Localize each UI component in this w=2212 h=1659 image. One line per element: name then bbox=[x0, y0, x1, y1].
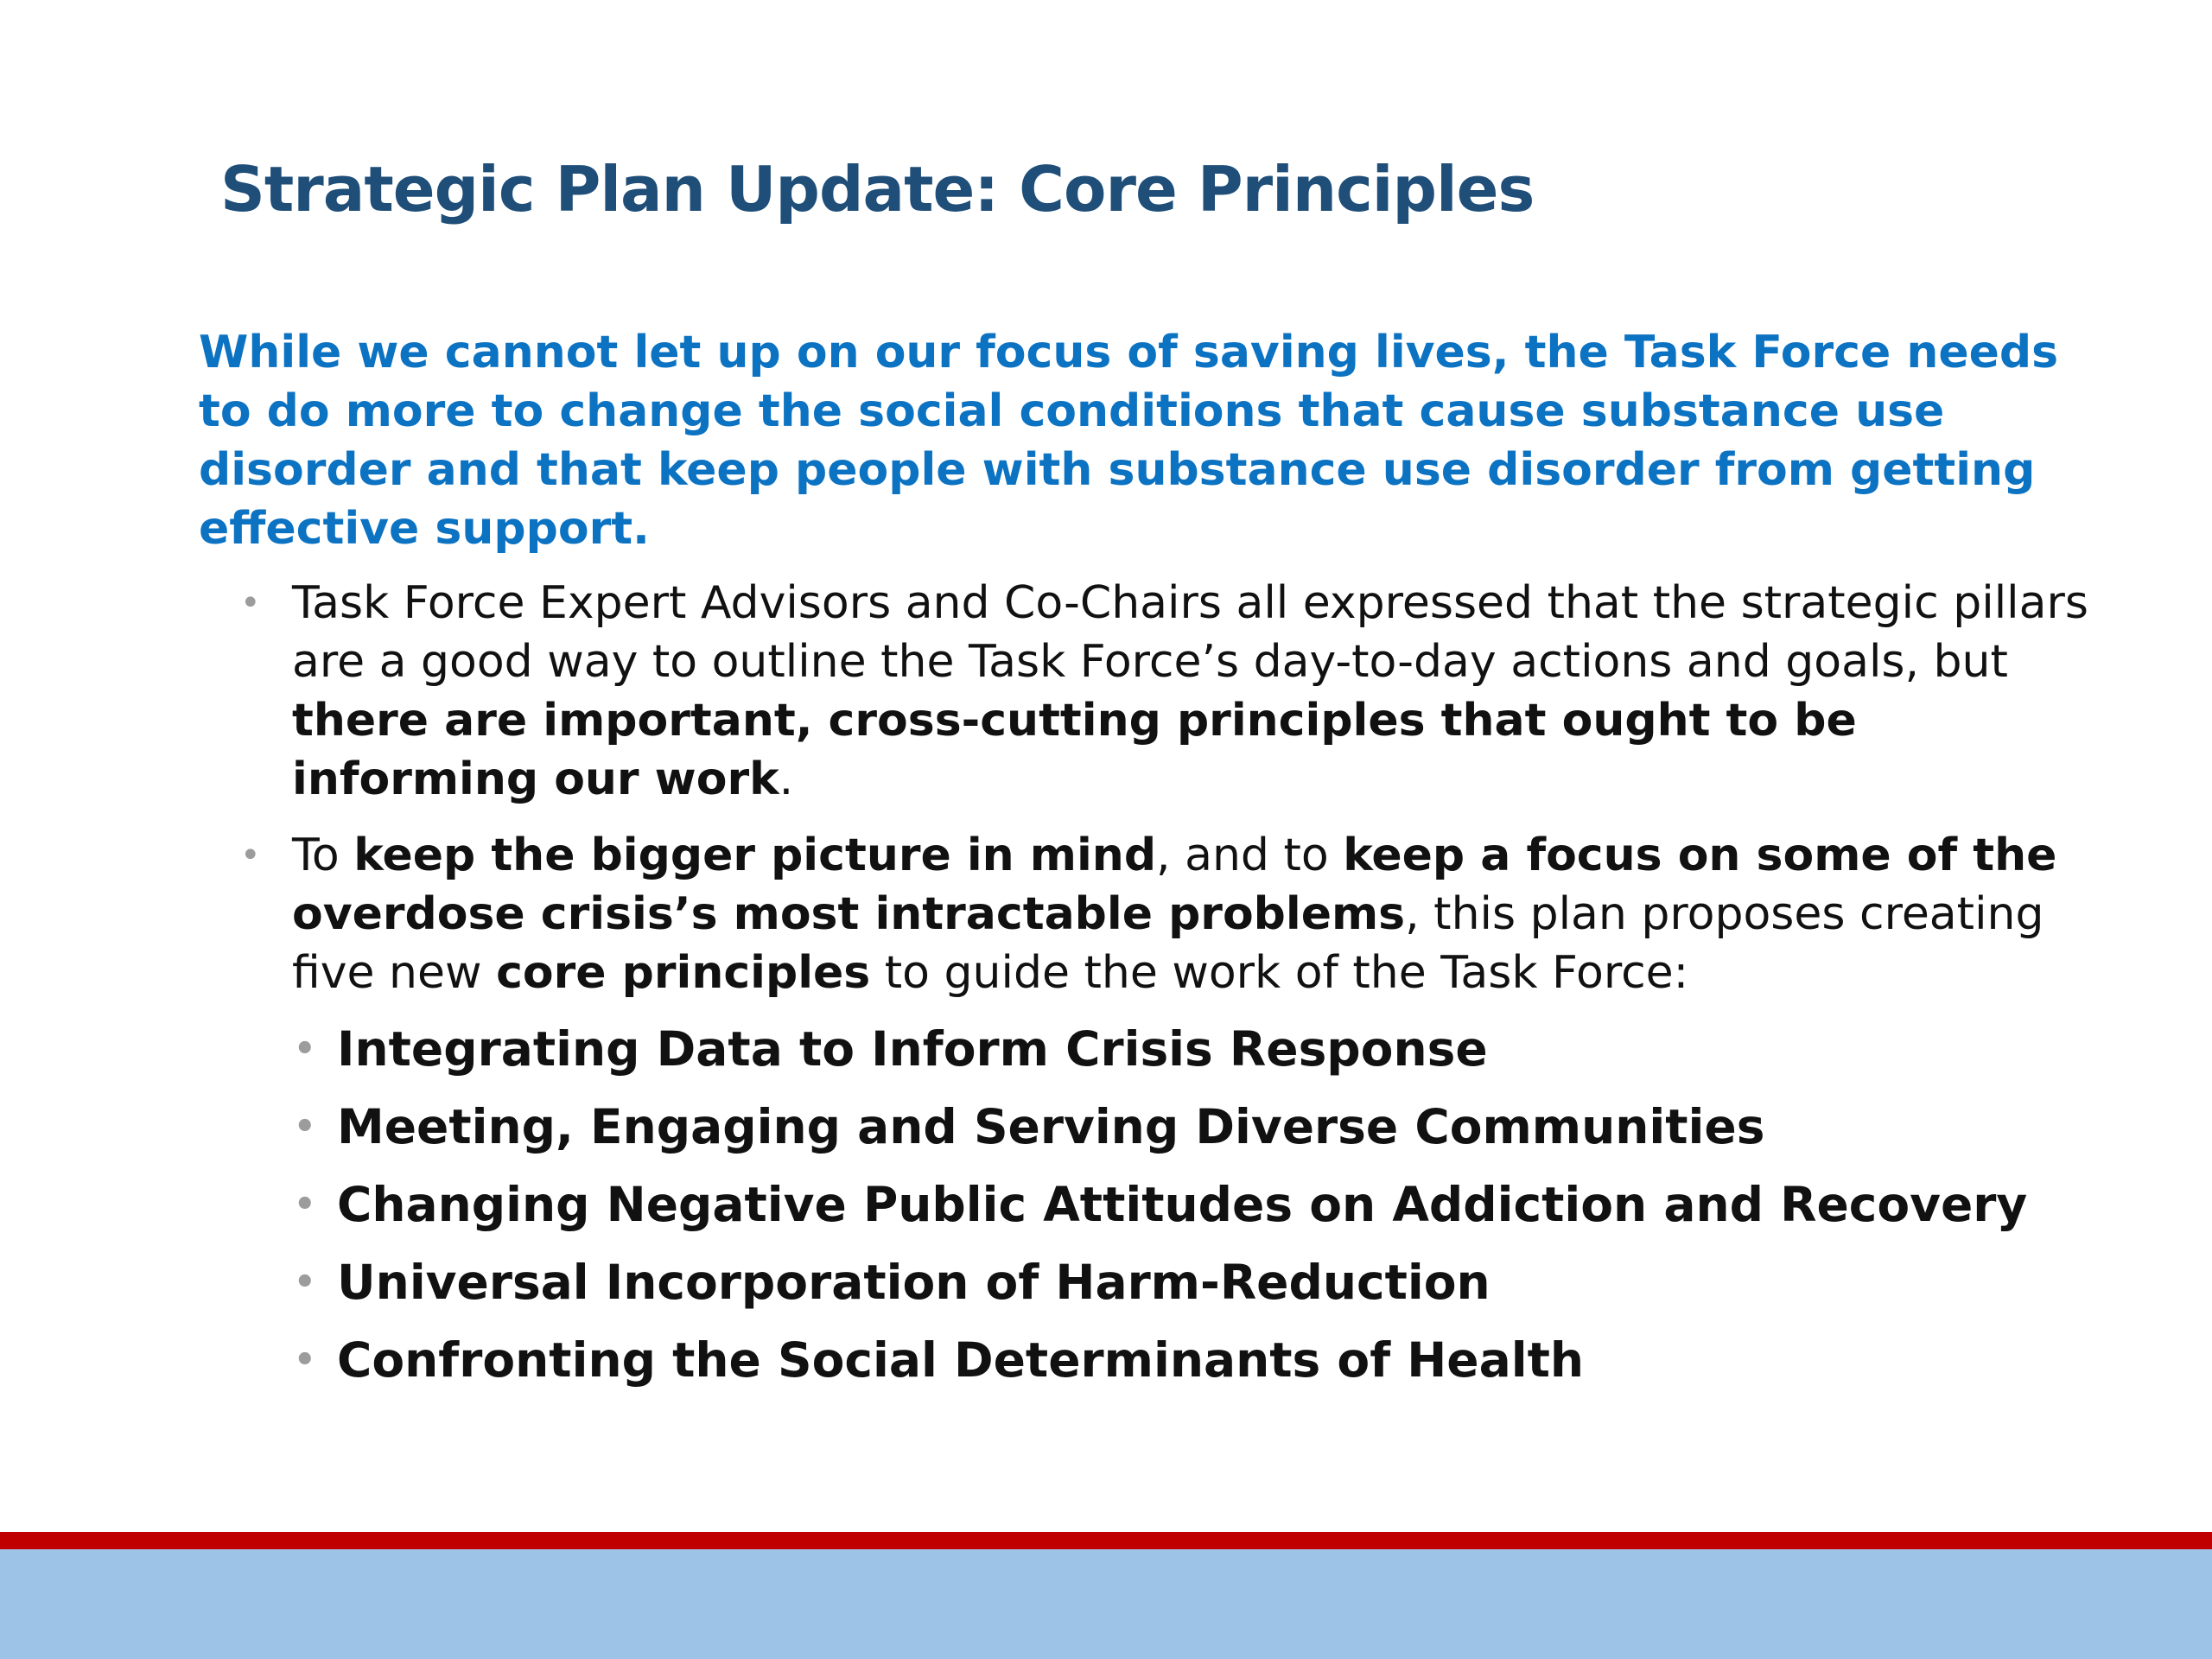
footer-band bbox=[0, 1549, 2212, 1659]
bullet-dot-icon: • bbox=[240, 836, 261, 875]
bullet-dot-icon: • bbox=[294, 1185, 316, 1224]
principle-item bbox=[294, 1251, 2115, 1313]
principles-list bbox=[292, 1018, 2115, 1391]
bullet-dot-icon: • bbox=[294, 1262, 316, 1302]
principle-item bbox=[294, 1329, 2115, 1391]
bullet-dot-icon: • bbox=[294, 1340, 316, 1380]
slide-title: Strategic Plan Update: Core Principles bbox=[220, 153, 1535, 226]
bullet-text: To bbox=[292, 830, 354, 881]
bullet-emphasis: keep a focus on some of the overdose crisis’s most intractable problems bbox=[292, 830, 2057, 940]
bullet-emphasis: there are important, cross-cutting principles that ought to be informing our work bbox=[292, 695, 1857, 805]
principle-item bbox=[294, 1173, 2115, 1236]
bullet-text: , this plan proposes creating five new bbox=[292, 888, 2044, 999]
principle-item bbox=[294, 1096, 2115, 1158]
bullet-list bbox=[240, 574, 2115, 1391]
bullet-dot-icon: • bbox=[294, 1107, 316, 1147]
principle-item bbox=[294, 1018, 2115, 1080]
bullet-text: , and to bbox=[1156, 830, 1344, 881]
bullet-text: . bbox=[779, 753, 794, 805]
bullet-advisors-feedback bbox=[240, 574, 2115, 809]
principle-label: Confronting the Social Determinants of Health bbox=[337, 1332, 1585, 1388]
principle-label: Meeting, Engaging and Serving Diverse Communities bbox=[337, 1099, 1765, 1154]
principle-label: Changing Negative Public Attitudes on Addiction and Recovery bbox=[337, 1177, 2028, 1232]
bullet-core-principles-proposal bbox=[240, 826, 2115, 1391]
intro-statement: While we cannot let up on our focus of saving lives, the Task Force needs to do more to change the social conditions that cause substance use disorder and that keep people with substance use disorder from getting effective support. bbox=[199, 327, 2059, 555]
bullet-text: Task Force Expert Advisors and Co-Chairs all expressed that the strategic pillars are a good way to outline the Task Force’s day-to-day actions and goals, but bbox=[292, 577, 2088, 688]
bullet-text: to guide the work of the Task Force: bbox=[870, 947, 1689, 999]
bullet-emphasis: core principles bbox=[496, 947, 871, 999]
bullet-dot-icon: • bbox=[294, 1029, 316, 1069]
bullet-dot-icon: • bbox=[240, 583, 261, 623]
bullet-emphasis: keep the bigger picture in mind bbox=[353, 830, 1157, 881]
principle-label: Integrating Data to Inform Crisis Response bbox=[337, 1021, 1488, 1077]
principle-label: Universal Incorporation of Harm-Reduction bbox=[337, 1255, 1491, 1310]
footer-red-rule bbox=[0, 1532, 2212, 1549]
